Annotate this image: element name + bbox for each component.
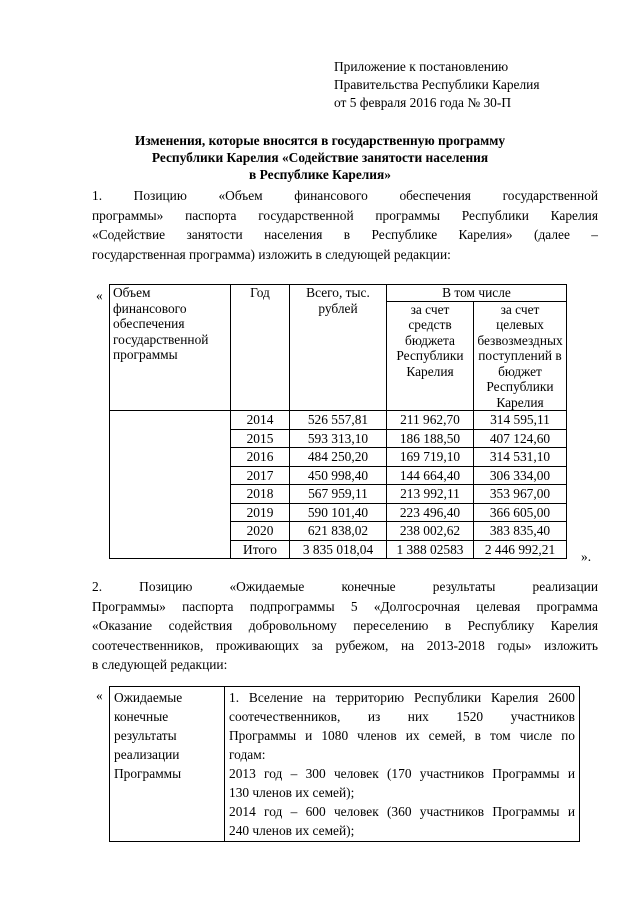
header-year: Год: [231, 285, 290, 411]
table-1-close-quote: ».: [581, 549, 592, 564]
cell-budget: 169 719,10: [387, 448, 474, 467]
cell-budget: 144 664,40: [387, 466, 474, 485]
cell-grants: 314 531,10: [474, 448, 567, 467]
blank-cell: [110, 429, 231, 448]
cell-grants: 314 595,11: [474, 411, 567, 430]
blank-cell: [110, 522, 231, 541]
cell-budget: 213 992,11: [387, 485, 474, 504]
cell-grants: 2 446 992,21: [474, 540, 567, 559]
results-label: Ожидаемые конечные результаты реализации Программы: [110, 687, 225, 842]
cell-year: 2020: [231, 522, 290, 541]
blank-cell: [110, 503, 231, 522]
results-text: [225, 687, 580, 842]
financing-table: [109, 284, 567, 559]
cell-year: Итого: [231, 540, 290, 559]
table-row: [110, 411, 567, 430]
cell-grants: 306 334,00: [474, 466, 567, 485]
appendix-header: [334, 58, 614, 112]
paragraph-2-line: соотечественников, проживающих за рубежом, на 2013-2018 годы» изложить: [92, 637, 598, 653]
cell-total: 593 313,10: [290, 429, 387, 448]
title-line-3: в Республике Карелия»: [249, 167, 391, 182]
table-row: [110, 448, 567, 467]
cell-year: 2018: [231, 485, 290, 504]
table-2-open-quote: «: [96, 688, 103, 703]
results-line: 2014 год – 600 человек (360 участников Программы и: [229, 804, 575, 819]
document-title: [100, 132, 540, 183]
title-line-1: Изменения, которые вносятся в государственную программу: [134, 133, 506, 148]
table-row: [110, 540, 567, 559]
cell-budget: 223 496,40: [387, 503, 474, 522]
blank-cell: [110, 540, 231, 559]
cell-total: 526 557,81: [290, 411, 387, 430]
appendix-line-2: Правительства Республики Карелия: [334, 77, 540, 92]
cell-year: 2014: [231, 411, 290, 430]
table-1-open-quote: «: [96, 288, 103, 303]
paragraph-1-line: «Содействие занятости населения в Республике Карелия» (далее –: [92, 227, 598, 242]
table-row: [110, 503, 567, 522]
cell-budget: 186 188,50: [387, 429, 474, 448]
paragraph-1-line: государственная программа) изложить в следующей редакции:: [92, 246, 451, 262]
header-object: Объем финансового обеспечения государственной программы: [110, 285, 231, 411]
paragraph-1: [92, 186, 598, 264]
header-grants: за счет целевых безвозмездных поступлений в бюджет Республики Карелия: [474, 301, 567, 411]
table-row: [110, 466, 567, 485]
appendix-line-3: от 5 февраля 2016 года № 30-П: [334, 95, 511, 110]
results-line: Программы и 1080 членов их семей, в том числе по: [229, 728, 575, 743]
cell-budget: 1 388 02583: [387, 540, 474, 559]
cell-year: 2017: [231, 466, 290, 485]
results-line: 240 членов их семей);: [229, 823, 355, 838]
paragraph-2-line: Программы» паспорта подпрограммы 5 «Долгосрочная целевая программа: [92, 598, 598, 614]
paragraph-2: [92, 577, 598, 675]
cell-grants: 353 967,00: [474, 485, 567, 504]
blank-cell: [110, 485, 231, 504]
blank-cell: [110, 466, 231, 485]
results-line: соотечественников, из них 1520 участников: [229, 709, 575, 724]
cell-total: 484 250,20: [290, 448, 387, 467]
appendix-line-1: Приложение к постановлению: [334, 59, 509, 74]
header-including: В том числе: [387, 285, 567, 302]
cell-year: 2019: [231, 503, 290, 522]
table-row: [110, 522, 567, 541]
cell-grants: 407 124,60: [474, 429, 567, 448]
paragraph-1-line: программы» паспорта государственной программы Республики Карелия: [92, 207, 598, 223]
results-line: 130 членов их семей);: [229, 785, 355, 800]
header-total: Всего, тыс. рублей: [290, 285, 387, 411]
blank-cell: [110, 448, 231, 467]
cell-year: 2016: [231, 448, 290, 467]
title-line-2: Республики Карелия «Содействие занятости населения: [151, 150, 489, 165]
paragraph-2-line: в следующей редакции:: [92, 657, 228, 672]
cell-grants: 383 835,40: [474, 522, 567, 541]
table-row: [110, 429, 567, 448]
table-row: [110, 485, 567, 504]
cell-total: 567 959,11: [290, 485, 387, 504]
cell-total: 450 998,40: [290, 466, 387, 485]
header-budget: за счет средств бюджета Республики Карелия: [387, 301, 474, 411]
cell-total: 621 838,02: [290, 522, 387, 541]
paragraph-1-line: 1. Позицию «Объем финансового обеспечения государственной: [92, 188, 598, 203]
paragraph-2-line: «Оказание содействия добровольному переселению в Республику Карелия: [92, 618, 598, 633]
results-table: [109, 686, 580, 842]
cell-grants: 366 605,00: [474, 503, 567, 522]
results-line: годам:: [229, 747, 266, 762]
results-line: 2013 год – 300 человек (170 участников Программы и: [229, 766, 575, 781]
cell-year: 2015: [231, 429, 290, 448]
cell-total: 590 101,40: [290, 503, 387, 522]
results-line: 1. Вселение на территорию Республики Карелия 2600: [229, 690, 575, 705]
cell-budget: 211 962,70: [387, 411, 474, 430]
cell-budget: 238 002,62: [387, 522, 474, 541]
cell-total: 3 835 018,04: [290, 540, 387, 559]
blank-cell: [110, 411, 231, 430]
paragraph-2-line: 2. Позицию «Ожидаемые конечные результаты реализации: [92, 579, 598, 594]
